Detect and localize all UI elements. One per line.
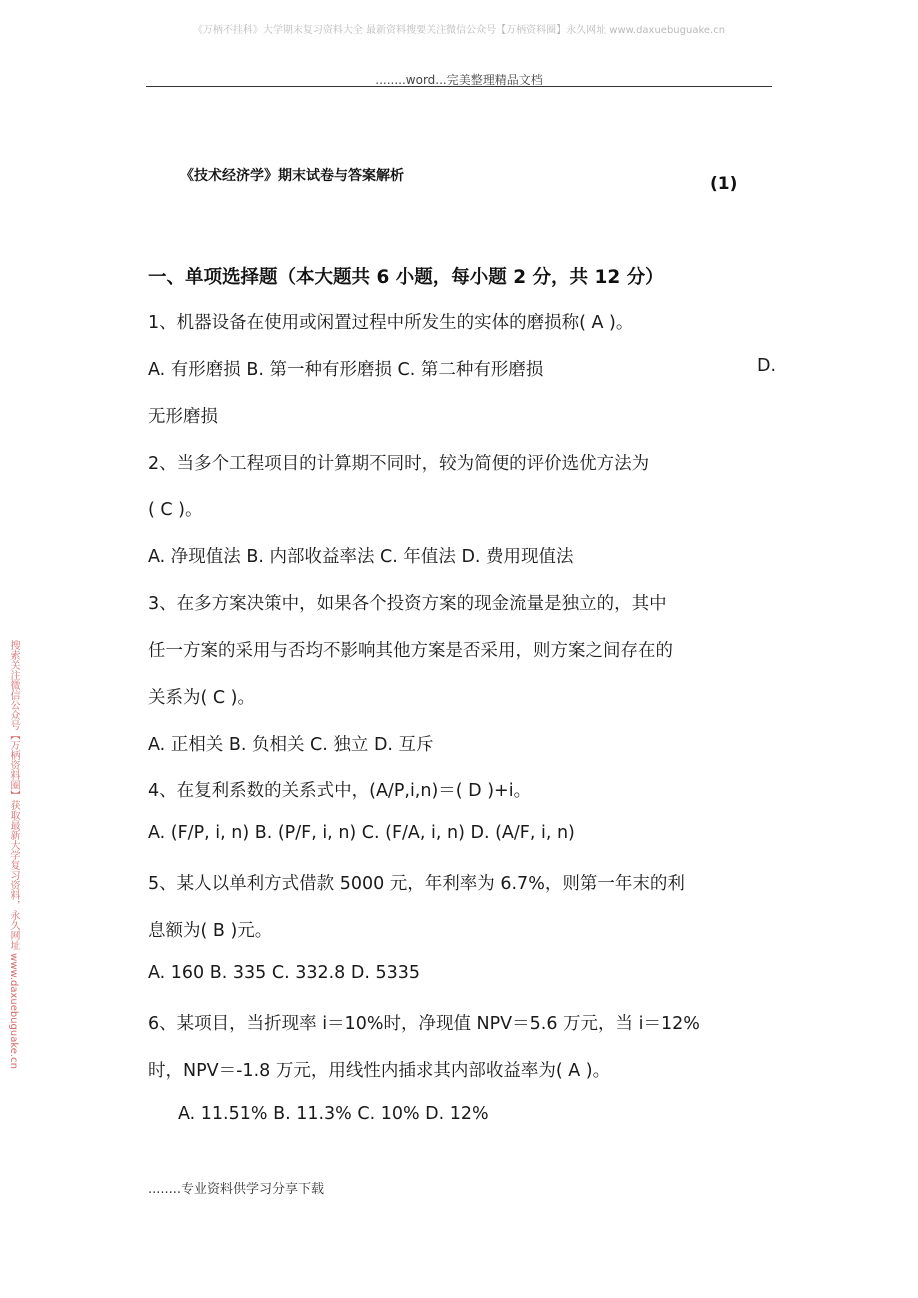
question-3-answer: 关系为( C )。 [148, 688, 255, 708]
question-5-answer: 息额为( B )元。 [148, 921, 273, 941]
section-heading: 一、单项选择题（本大题共 6 小题，每小题 2 分，共 12 分） [148, 267, 664, 288]
page-footer: ........专业资料供学习分享下载 [148, 1182, 325, 1197]
side-watermark: 搜索关注微信公众号【万柄资料圈】获取最新大学复习资料，永久网址 www.daxuebuguake.cn [8, 640, 19, 1069]
question-2-options: A. 净现值法 B. 内部收益率法 C. 年值法 D. 费用现值法 [148, 547, 574, 567]
question-6-answer: 时，NPV＝-1.8 万元，用线性内插求其内部收益率为( A )。 [148, 1061, 611, 1081]
question-2: 2、当多个工程项目的计算期不同时，较为简便的评价选优方法为 [148, 454, 650, 474]
question-1: 1、机器设备在使用或闲置过程中所发生的实体的磨损称( A )。 [148, 313, 634, 333]
top-watermark: 《万柄不挂科》大学期末复习资料大全 最新资料搜要关注微信公众号【万柄资料圈】永久网址 www.daxuebuguake.cn [192, 25, 726, 36]
document-title: 《技术经济学》期末试卷与答案解析 [180, 168, 404, 184]
question-6: 6、某项目，当折现率 i＝10%时，净现值 NPV＝5.6 万元，当 i＝12% [148, 1014, 700, 1034]
title-number: (1) [710, 174, 738, 194]
question-1-option-d-label: D. [757, 356, 777, 376]
question-5-options: A. 160 B. 335 C. 332.8 D. 5335 [148, 963, 420, 983]
question-5: 5、某人以单利方式借款 5000 元，年利率为 6.7%，则第一年末的利 [148, 874, 685, 894]
question-4: 4、在复利系数的关系式中，(A/P,i,n)＝( D )+i。 [148, 781, 532, 801]
page-header: ........word...完美整理精品文档 [375, 73, 543, 87]
question-2-answer: ( C )。 [148, 500, 203, 520]
question-1-options: A. 有形磨损 B. 第一种有形磨损 C. 第二种有形磨损 [148, 360, 544, 380]
question-3: 3、在多方案决策中，如果各个投资方案的现金流量是独立的，其中 [148, 594, 667, 614]
question-3-options: A. 正相关 B. 负相关 C. 独立 D. 互斥 [148, 735, 434, 755]
header-rule [146, 86, 772, 87]
question-6-options: A. 11.51% B. 11.3% C. 10% D. 12% [178, 1104, 489, 1124]
question-1-option-d-text: 无形磨损 [148, 407, 218, 427]
question-3-cont: 任一方案的采用与否均不影响其他方案是否采用，则方案之间存在的 [148, 641, 673, 661]
question-4-options: A. (F/P, i, n) B. (P/F, i, n) C. (F/A, i, n) D. (A/F, i, n) [148, 823, 575, 843]
